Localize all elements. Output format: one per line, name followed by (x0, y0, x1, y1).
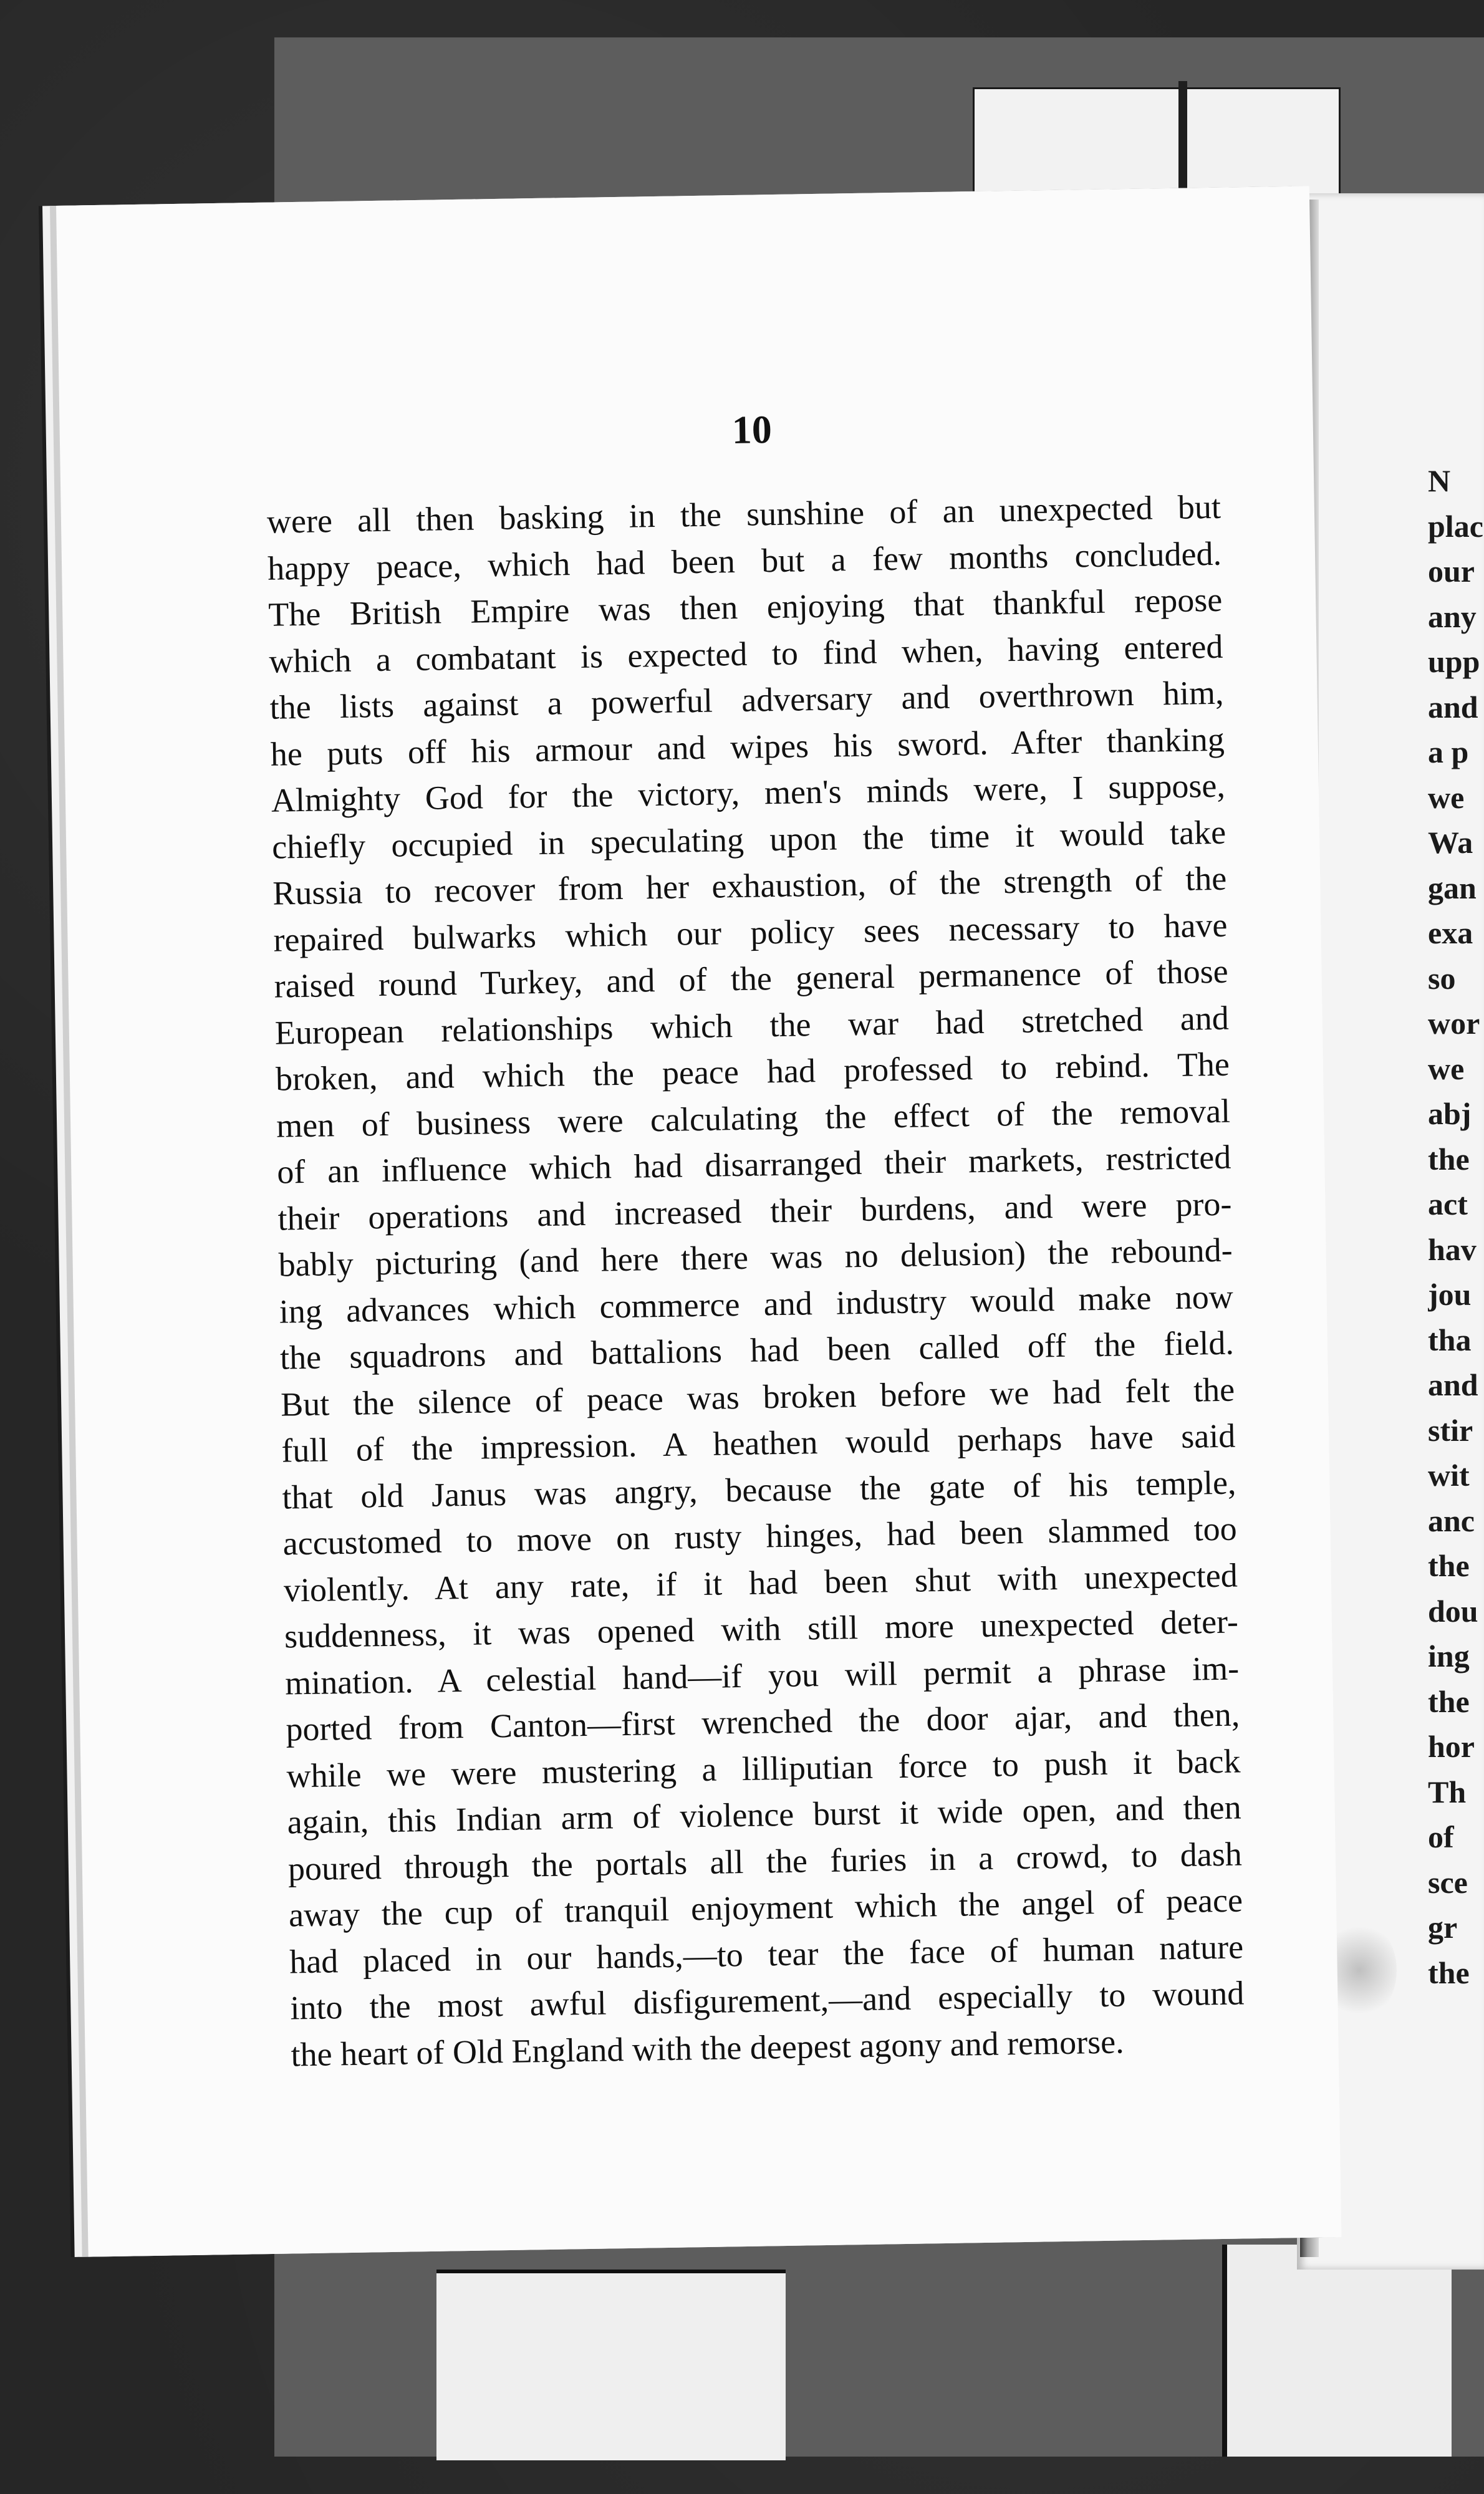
facing-text-fragment: tha (1428, 1322, 1472, 1357)
facing-text-fragment: jou (1428, 1277, 1472, 1312)
text-line: the lists against a powerful adversary and overthrown him, (269, 673, 1224, 726)
facing-text-fragment: plac (1428, 508, 1483, 544)
text-line: European relationships which the war had stretched and (274, 999, 1230, 1052)
facing-text-fragment: gr (1428, 1910, 1458, 1945)
text-line: repaired bulwarks which our policy sees necessary to have (273, 906, 1228, 959)
facing-page-text (1428, 458, 1484, 1995)
text-line: were all then basking in the sunshine of an unexpected but (266, 488, 1221, 541)
facing-text-fragment: hor (1428, 1729, 1475, 1764)
text-line: bably picturing (and here there was no delusion) the rebound- (278, 1231, 1233, 1284)
text-line: the squadrons and battalions had been called off the field. (279, 1324, 1235, 1377)
facing-text-fragment: the (1428, 1548, 1470, 1583)
text-line: violently. At any rate, if it had been shut with unexpected (283, 1556, 1238, 1609)
facing-text-fragment: sce (1428, 1864, 1468, 1900)
text-line: ported from Canton—first wrenched the door ajar, and then, (285, 1695, 1240, 1748)
text-line: their operations and increased their burdens, and were pro- (277, 1185, 1232, 1238)
facing-text-fragment: gan (1428, 870, 1477, 905)
text-line: that old Janus was angry, because the gate of his temple, (282, 1463, 1236, 1516)
book-page (56, 186, 1341, 2256)
facing-text-fragment: N (1428, 463, 1451, 498)
text-line: broken, and which the peace had professed to rebind. The (275, 1045, 1230, 1098)
text-line: which a combatant is expected to find when, having entered (269, 627, 1223, 680)
text-line: mination. A celestial hand—if you will permit a phrase im- (284, 1649, 1240, 1702)
facing-text-fragment: the (1428, 1683, 1470, 1719)
text-line: The British Empire was then enjoying that thankful repose (267, 580, 1223, 633)
paper-slip (436, 2270, 786, 2460)
text-line: men of business were calculating the effect of the removal (276, 1092, 1231, 1145)
facing-text-fragment: abj (1428, 1096, 1472, 1131)
paper-slip-right (1222, 2245, 1452, 2457)
page-number: 10 (731, 407, 773, 453)
facing-text-fragment: wor (1428, 1006, 1480, 1041)
facing-text-fragment: Th (1428, 1774, 1467, 1809)
text-line: poured through the portals all the furies in a crowd, to dash (287, 1834, 1243, 1887)
text-line: But the silence of peace was broken before we had felt the (280, 1370, 1235, 1423)
facing-text-fragment: and (1428, 1367, 1478, 1402)
text-line: while we were mustering a lilliputian force to push it back (286, 1741, 1241, 1795)
facing-text-fragment: we (1428, 1051, 1465, 1086)
text-line: full of the impression. A heathen would perhaps have said (281, 1417, 1236, 1470)
facing-text-fragment: anc (1428, 1503, 1475, 1538)
facing-text-fragment: act (1428, 1187, 1468, 1221)
text-line: away the cup of tranquil enjoyment which the angel of peace (288, 1881, 1243, 1934)
facing-text-fragment: hav (1428, 1231, 1477, 1267)
text-line: accustomed to move on rusty hinges, had been slammed too (282, 1509, 1238, 1562)
text-line: the heart of Old England with the deepest agony and remorse. (291, 2022, 1125, 2073)
text-line: suddenness, it was opened with still more unexpected deter- (284, 1602, 1239, 1655)
facing-text-fragment: wit (1428, 1458, 1470, 1493)
facing-text-fragment: the (1428, 1141, 1470, 1177)
facing-text-fragment: exa (1428, 915, 1473, 950)
facing-text-fragment: ing (1428, 1639, 1470, 1673)
facing-text-fragment: Wa (1428, 825, 1473, 860)
facing-text-fragment: the (1428, 1955, 1470, 1990)
text-line: he puts off his armour and wipes his sword. After thanking (270, 720, 1225, 773)
facing-text-fragment: any (1428, 599, 1477, 634)
text-line: into the most awful disfigurement,—and especially to wound (289, 1974, 1245, 2027)
facing-text-fragment: and (1428, 689, 1478, 725)
facing-text-fragment: upp (1428, 644, 1480, 679)
facing-text-fragment: stir (1428, 1412, 1473, 1448)
text-line: had placed in our hands,—to tear the face of human nature (289, 1927, 1244, 1980)
page-body-text (266, 484, 1245, 2078)
text-line: Russia to recover from her exhaustion, of the strength of the (272, 859, 1227, 912)
facing-text-fragment: a p (1428, 734, 1469, 769)
text-line: of an influence which had disarranged their markets, restricted (276, 1138, 1231, 1191)
text-line: Almighty God for the victory, men's minds were, I suppose, (271, 766, 1226, 819)
text-line: raised round Turkey, and of the general permanence of those (274, 952, 1228, 1005)
facing-text-fragment: our (1428, 554, 1475, 589)
text-line: chiefly occupied in speculating upon the time it would take (271, 813, 1226, 866)
facing-text-fragment: of (1428, 1819, 1454, 1854)
facing-text-fragment: so (1428, 960, 1456, 996)
text-line: ing advances which commerce and industry would make now (279, 1278, 1234, 1331)
text-line: happy peace, which had been but a few months concluded. (267, 534, 1222, 587)
facing-text-fragment: dou (1428, 1593, 1478, 1629)
facing-text-fragment: we (1428, 779, 1465, 815)
text-line: again, this Indian arm of violence burst it wide open, and then (287, 1788, 1242, 1841)
